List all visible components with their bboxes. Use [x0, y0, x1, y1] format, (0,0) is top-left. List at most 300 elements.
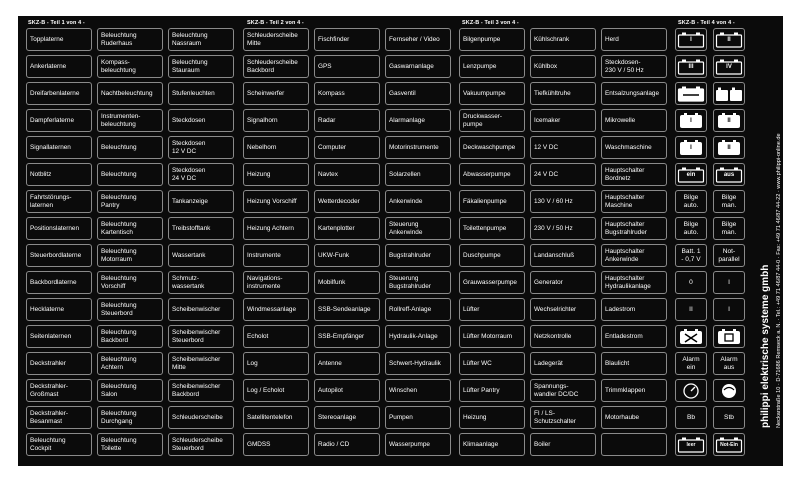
symbol-cell — [675, 433, 707, 456]
label-cell — [459, 109, 525, 132]
symbol-cell — [675, 109, 707, 132]
label-cell — [243, 298, 309, 321]
label-cell — [243, 82, 309, 105]
label-text: Beleuchtung Cockpit — [30, 437, 66, 452]
label-text: Beleuchtung Stauraum — [172, 59, 208, 74]
label-cell — [168, 325, 234, 348]
label-text: Beleuchtung Achtern — [101, 356, 137, 371]
label-text: Fischfinder — [318, 35, 350, 43]
label-text: Kartenplotter — [318, 224, 355, 232]
part-3-header: SKZ-B - Teil 3 von 4 - — [462, 20, 519, 26]
symbol-cell — [713, 433, 745, 456]
label-cell — [243, 217, 309, 240]
label-cell — [601, 379, 667, 402]
symbol-cell — [713, 379, 745, 402]
symbol-cell — [675, 163, 707, 186]
label-text: Scheinwerfer — [247, 89, 285, 97]
symbol-text: II — [727, 144, 731, 151]
label-cell — [243, 109, 309, 132]
label-cell — [97, 406, 163, 429]
label-cell — [459, 28, 525, 51]
label-cell — [530, 82, 596, 105]
battery-icon — [715, 85, 743, 103]
label-cell — [459, 325, 525, 348]
label-text: Gaswarnanlage — [389, 62, 434, 70]
label-text: 12 V DC — [534, 143, 559, 151]
label-text: Mobilfunk — [318, 278, 346, 286]
label-cell — [601, 325, 667, 348]
label-text: FI / LS- Schutzschalter — [534, 410, 576, 425]
label-cell — [385, 163, 451, 186]
label-cell — [243, 55, 309, 78]
label-text: Schleuderscheibe — [172, 413, 223, 421]
label-cell — [97, 136, 163, 159]
label-cell — [530, 217, 596, 240]
label-cell — [168, 190, 234, 213]
label-cell — [601, 352, 667, 375]
label-cell — [26, 244, 92, 267]
label-cell — [314, 217, 380, 240]
label-cell — [168, 271, 234, 294]
symbol-cell — [713, 298, 745, 321]
battery-icon — [677, 85, 705, 103]
label-text: Computer — [318, 143, 347, 151]
company-address: Neckarstraße 10 · D-71686 Remseck a. N. · Tel.: +49 71 46/87 44-0 · Fax: +49 71 46/87 44-22 · www.philippi-online.de — [776, 133, 782, 428]
label-text: Nachtbeleuchtung — [101, 89, 153, 97]
label-text: Herd — [605, 35, 619, 43]
label-cell — [385, 379, 451, 402]
label-text: Blaulicht — [605, 359, 630, 367]
label-text: Trimmklappen — [605, 386, 646, 394]
label-cell — [26, 190, 92, 213]
label-cell — [459, 379, 525, 402]
label-text: 24 V DC — [534, 170, 559, 178]
label-text: Steuerung Ankerwinde — [389, 221, 423, 236]
label-cell — [314, 109, 380, 132]
symbol-text: Bilge man. — [721, 221, 737, 236]
symbol-cell — [675, 379, 707, 402]
label-cell — [26, 82, 92, 105]
label-cell — [314, 82, 380, 105]
label-text: 230 V / 50 Hz — [534, 224, 573, 232]
label-cell — [97, 28, 163, 51]
label-text: Boiler — [534, 440, 551, 448]
symbol-text: I — [690, 144, 692, 151]
label-cell — [26, 271, 92, 294]
label-cell — [385, 352, 451, 375]
label-cell — [530, 298, 596, 321]
symbol-text: II — [689, 305, 693, 313]
symbol-cell — [713, 109, 745, 132]
label-text: Spannungs- wandler DC/DC — [534, 383, 579, 398]
label-text: GPS — [318, 62, 332, 70]
label-text: Tankanzeige — [172, 197, 208, 205]
symbol-cell — [675, 406, 707, 429]
symbol-cell — [713, 406, 745, 429]
label-text: Nebelhorn — [247, 143, 277, 151]
label-text: Positionslaternen — [30, 224, 80, 232]
label-cell — [459, 55, 525, 78]
label-cell — [97, 379, 163, 402]
label-text: Navtex — [318, 170, 338, 178]
label-sheet — [18, 16, 783, 466]
label-text: Bilgenpumpe — [463, 35, 501, 43]
symbol-text: Stb — [724, 413, 734, 421]
label-text: Wassertank — [172, 251, 206, 259]
label-cell — [459, 433, 525, 456]
label-text: Hauptschalter Maschine — [605, 194, 645, 209]
label-text: Netzkontrolle — [534, 332, 572, 340]
label-text: Motorhaube — [605, 413, 640, 421]
label-text: Klimaanlage — [463, 440, 499, 448]
symbol-cell — [713, 163, 745, 186]
label-cell — [26, 379, 92, 402]
symbol-text: Alarm aus — [720, 356, 738, 371]
symbol-text: ein — [686, 171, 696, 178]
label-text: Ladegerät — [534, 359, 563, 367]
label-text: Steckdosen- 230 V / 50 Hz — [605, 59, 644, 74]
label-cell — [168, 379, 234, 402]
battery-icon — [677, 328, 705, 346]
label-text: SSB-Sendeanlage — [318, 305, 371, 313]
label-text: Fernseher / Video — [389, 35, 440, 43]
label-cell — [385, 271, 451, 294]
symbol-text: Not- parallel — [718, 248, 740, 263]
label-cell — [385, 136, 451, 159]
label-text: Alarmanlage — [389, 116, 425, 124]
symbol-text: Not-Ein — [720, 441, 738, 448]
label-text: SSB-Empfänger — [318, 332, 365, 340]
battery-icon — [715, 382, 743, 400]
label-cell — [243, 352, 309, 375]
label-cell — [530, 406, 596, 429]
label-text: GMDSS — [247, 440, 271, 448]
label-cell — [314, 433, 380, 456]
label-cell — [26, 406, 92, 429]
label-cell — [530, 190, 596, 213]
symbol-cell — [713, 244, 745, 267]
label-cell — [97, 109, 163, 132]
label-cell — [168, 298, 234, 321]
label-cell — [385, 298, 451, 321]
label-cell — [314, 136, 380, 159]
label-text: Beleuchtung Ruderhaus — [101, 32, 137, 47]
symbol-cell — [675, 55, 707, 78]
label-text: Kompass- beleuchtung — [101, 59, 136, 74]
label-text: Pumpen — [389, 413, 413, 421]
label-text: Lüfter Pantry — [463, 386, 500, 394]
label-cell — [601, 28, 667, 51]
label-cell — [26, 433, 92, 456]
symbol-cell — [675, 190, 707, 213]
label-cell — [97, 217, 163, 240]
label-cell — [459, 136, 525, 159]
label-text: Wetterdecoder — [318, 197, 360, 205]
label-cell — [385, 28, 451, 51]
label-text: Duschpumpe — [463, 251, 501, 259]
label-cell — [314, 271, 380, 294]
symbol-text: Bb — [686, 413, 696, 421]
label-cell — [26, 28, 92, 51]
label-text: Beleuchtung Pantry — [101, 194, 137, 209]
label-cell — [243, 406, 309, 429]
symbol-cell — [713, 190, 745, 213]
label-cell — [26, 55, 92, 78]
symbol-text: I — [728, 305, 730, 313]
symbol-cell — [675, 28, 707, 51]
label-text: Entsalzungsanlage — [605, 89, 660, 97]
label-cell — [168, 136, 234, 159]
symbol-cell — [713, 271, 745, 294]
symbol-text: IV — [726, 63, 732, 70]
label-text: Beleuchtung Nassraum — [172, 32, 208, 47]
label-text: Beleuchtung — [101, 143, 137, 151]
label-text: Entladestrom — [605, 332, 643, 340]
label-text: Tiefkühltruhe — [534, 89, 571, 97]
label-cell — [385, 244, 451, 267]
label-cell — [97, 298, 163, 321]
label-text: Hauptschalter Ankerwinde — [605, 248, 645, 263]
label-text: Bugstrahlruder — [389, 251, 431, 259]
label-text: Beleuchtung Steuerbord — [101, 302, 137, 317]
battery-icon — [677, 382, 705, 400]
label-cell — [601, 271, 667, 294]
label-cell — [530, 55, 596, 78]
label-text: Icemaker — [534, 116, 561, 124]
label-text: Steckdosen 12 V DC — [172, 140, 206, 155]
label-cell — [530, 433, 596, 456]
label-text: Heizung Achtern — [247, 224, 294, 232]
label-text: Notblitz — [30, 170, 52, 178]
symbol-text: Bilge auto. — [683, 221, 699, 236]
label-text: Beleuchtung — [101, 170, 137, 178]
label-cell — [530, 352, 596, 375]
label-cell — [385, 82, 451, 105]
label-cell — [601, 433, 667, 456]
label-cell — [385, 406, 451, 429]
label-text: Beleuchtung Toilette — [101, 437, 137, 452]
label-cell — [314, 28, 380, 51]
symbol-cell — [713, 82, 745, 105]
label-text: Hauptschalter Bordnetz — [605, 167, 645, 182]
label-cell — [314, 298, 380, 321]
label-cell — [601, 244, 667, 267]
label-cell — [243, 190, 309, 213]
symbol-text: Bilge man. — [721, 194, 737, 209]
label-cell — [97, 82, 163, 105]
label-text: Druckwasser- pumpe — [463, 113, 503, 128]
symbol-text: Batt. 1 - 0,7 V — [681, 248, 701, 263]
label-cell — [314, 163, 380, 186]
battery-icon — [715, 328, 743, 346]
symbol-text: I — [728, 278, 730, 286]
label-text: Hauptschalter Bugstrahlruder — [605, 221, 647, 236]
symbol-cell — [675, 82, 707, 105]
label-cell — [243, 271, 309, 294]
label-text: Abwasserpumpe — [463, 170, 511, 178]
label-cell — [243, 379, 309, 402]
label-cell — [243, 28, 309, 51]
label-cell — [459, 298, 525, 321]
label-text: Mikrowelle — [605, 116, 636, 124]
label-cell — [26, 163, 92, 186]
label-cell — [168, 109, 234, 132]
label-cell — [459, 163, 525, 186]
label-cell — [530, 325, 596, 348]
label-cell — [97, 163, 163, 186]
label-text: Beleuchtung Backbord — [101, 329, 137, 344]
label-text: Generator — [534, 278, 563, 286]
label-text: Beleuchtung Durchgang — [101, 410, 137, 425]
label-cell — [459, 406, 525, 429]
label-text: Instrumenten- beleuchtung — [101, 113, 141, 128]
label-text: Heizung — [247, 170, 271, 178]
label-cell — [168, 406, 234, 429]
label-cell — [243, 244, 309, 267]
label-cell — [314, 352, 380, 375]
label-text: Signallaternen — [30, 143, 71, 151]
symbol-text: III — [688, 63, 694, 70]
label-text: Beleuchtung Vorschiff — [101, 275, 137, 290]
label-text: Deckwaschpumpe — [463, 143, 516, 151]
label-text: Scheibenwischer Mitte — [172, 356, 221, 371]
label-cell — [168, 28, 234, 51]
symbol-cell — [675, 217, 707, 240]
symbol-text: I — [690, 117, 692, 124]
label-text: Gasventil — [389, 89, 416, 97]
label-cell — [314, 379, 380, 402]
label-text: Topplaterne — [30, 35, 64, 43]
label-cell — [243, 136, 309, 159]
label-cell — [168, 217, 234, 240]
label-text: Beleuchtung Kartentisch — [101, 221, 137, 236]
label-cell — [26, 217, 92, 240]
label-text: Steckdosen — [172, 116, 206, 124]
label-cell — [97, 325, 163, 348]
label-text: Stufenleuchten — [172, 89, 215, 97]
label-text: Steuerbordlaterne — [30, 251, 82, 259]
label-cell — [97, 433, 163, 456]
label-text: Hydraulik-Anlage — [389, 332, 438, 340]
symbol-cell — [713, 217, 745, 240]
label-text: Wasserpumpe — [389, 440, 430, 448]
label-text: Instrumente — [247, 251, 281, 259]
symbol-cell — [675, 352, 707, 375]
label-cell — [459, 190, 525, 213]
label-cell — [601, 298, 667, 321]
label-cell — [530, 271, 596, 294]
label-cell — [530, 379, 596, 402]
label-cell — [168, 55, 234, 78]
symbol-cell — [675, 298, 707, 321]
label-cell — [530, 109, 596, 132]
label-text: 130 V / 60 Hz — [534, 197, 573, 205]
symbol-text: Bilge auto. — [683, 194, 699, 209]
label-text: Ladestrom — [605, 305, 636, 313]
label-cell — [459, 217, 525, 240]
part-1-header: SKZ-B - Teil 1 von 4 - — [28, 20, 85, 26]
label-cell — [459, 352, 525, 375]
label-text: UKW-Funk — [318, 251, 350, 259]
label-text: Kühlbox — [534, 62, 558, 70]
label-cell — [243, 325, 309, 348]
label-text: Dreifarbenlaterne — [30, 89, 80, 97]
label-cell — [243, 433, 309, 456]
label-text: Radar — [318, 116, 336, 124]
symbol-cell — [713, 28, 745, 51]
label-text: Deckstrahler — [30, 359, 66, 367]
label-text: Winschen — [389, 386, 418, 394]
label-cell — [314, 55, 380, 78]
label-text: Waschmaschine — [605, 143, 652, 151]
label-text: Beleuchtung Salon — [101, 383, 137, 398]
label-text: Fäkalienpumpe — [463, 197, 507, 205]
label-text: Log — [247, 359, 258, 367]
label-text: Lüfter WC — [463, 359, 492, 367]
label-text: Ankerlaterne — [30, 62, 67, 70]
label-cell — [168, 352, 234, 375]
company-name: philippi elektrische systeme gmbh — [760, 264, 771, 428]
label-cell — [459, 82, 525, 105]
label-text: Antenne — [318, 359, 342, 367]
symbol-text: aus — [723, 171, 735, 178]
symbol-text: II — [727, 117, 731, 124]
symbol-cell — [713, 55, 745, 78]
label-text: Motorinstrumente — [389, 143, 439, 151]
label-cell — [385, 217, 451, 240]
label-cell — [385, 433, 451, 456]
label-text: Windmessanlage — [247, 305, 297, 313]
label-cell — [97, 244, 163, 267]
label-text: Heizung — [463, 413, 487, 421]
label-cell — [314, 244, 380, 267]
symbol-text: leer — [686, 441, 696, 448]
label-text: Heizung Vorschiff — [247, 197, 297, 205]
label-cell — [97, 55, 163, 78]
label-text: Satellitentelefon — [247, 413, 293, 421]
symbol-cell — [713, 352, 745, 375]
label-text: Deckstrahler- Besanmast — [30, 410, 68, 425]
label-text: Ankerwinde — [389, 197, 423, 205]
label-text: Signalhorn — [247, 116, 278, 124]
symbol-cell — [675, 271, 707, 294]
symbol-text: Alarm ein — [682, 356, 700, 371]
label-text: Autopilot — [318, 386, 343, 394]
label-cell — [26, 325, 92, 348]
label-text: Toilettenpumpe — [463, 224, 507, 232]
symbol-text: I — [690, 36, 692, 43]
label-text: Schwert-Hydraulik — [389, 359, 441, 367]
label-text: Lenzpumpe — [463, 62, 497, 70]
label-text: Scheibenwischer — [172, 305, 221, 313]
label-cell — [243, 163, 309, 186]
label-cell — [601, 136, 667, 159]
label-cell — [385, 55, 451, 78]
label-cell — [26, 109, 92, 132]
label-text: Grauwasserpumpe — [463, 278, 517, 286]
label-text: Echolot — [247, 332, 269, 340]
label-cell — [530, 163, 596, 186]
label-cell — [314, 406, 380, 429]
label-text: Hecklaterne — [30, 305, 65, 313]
label-text: Dampferlaterne — [30, 116, 75, 124]
label-cell — [459, 271, 525, 294]
label-cell — [97, 352, 163, 375]
label-text: Deckstrahler- Großmast — [30, 383, 68, 398]
label-text: Schleuderscheibe Mitte — [247, 32, 298, 47]
label-cell — [97, 271, 163, 294]
label-text: Landanschluß — [534, 251, 575, 259]
